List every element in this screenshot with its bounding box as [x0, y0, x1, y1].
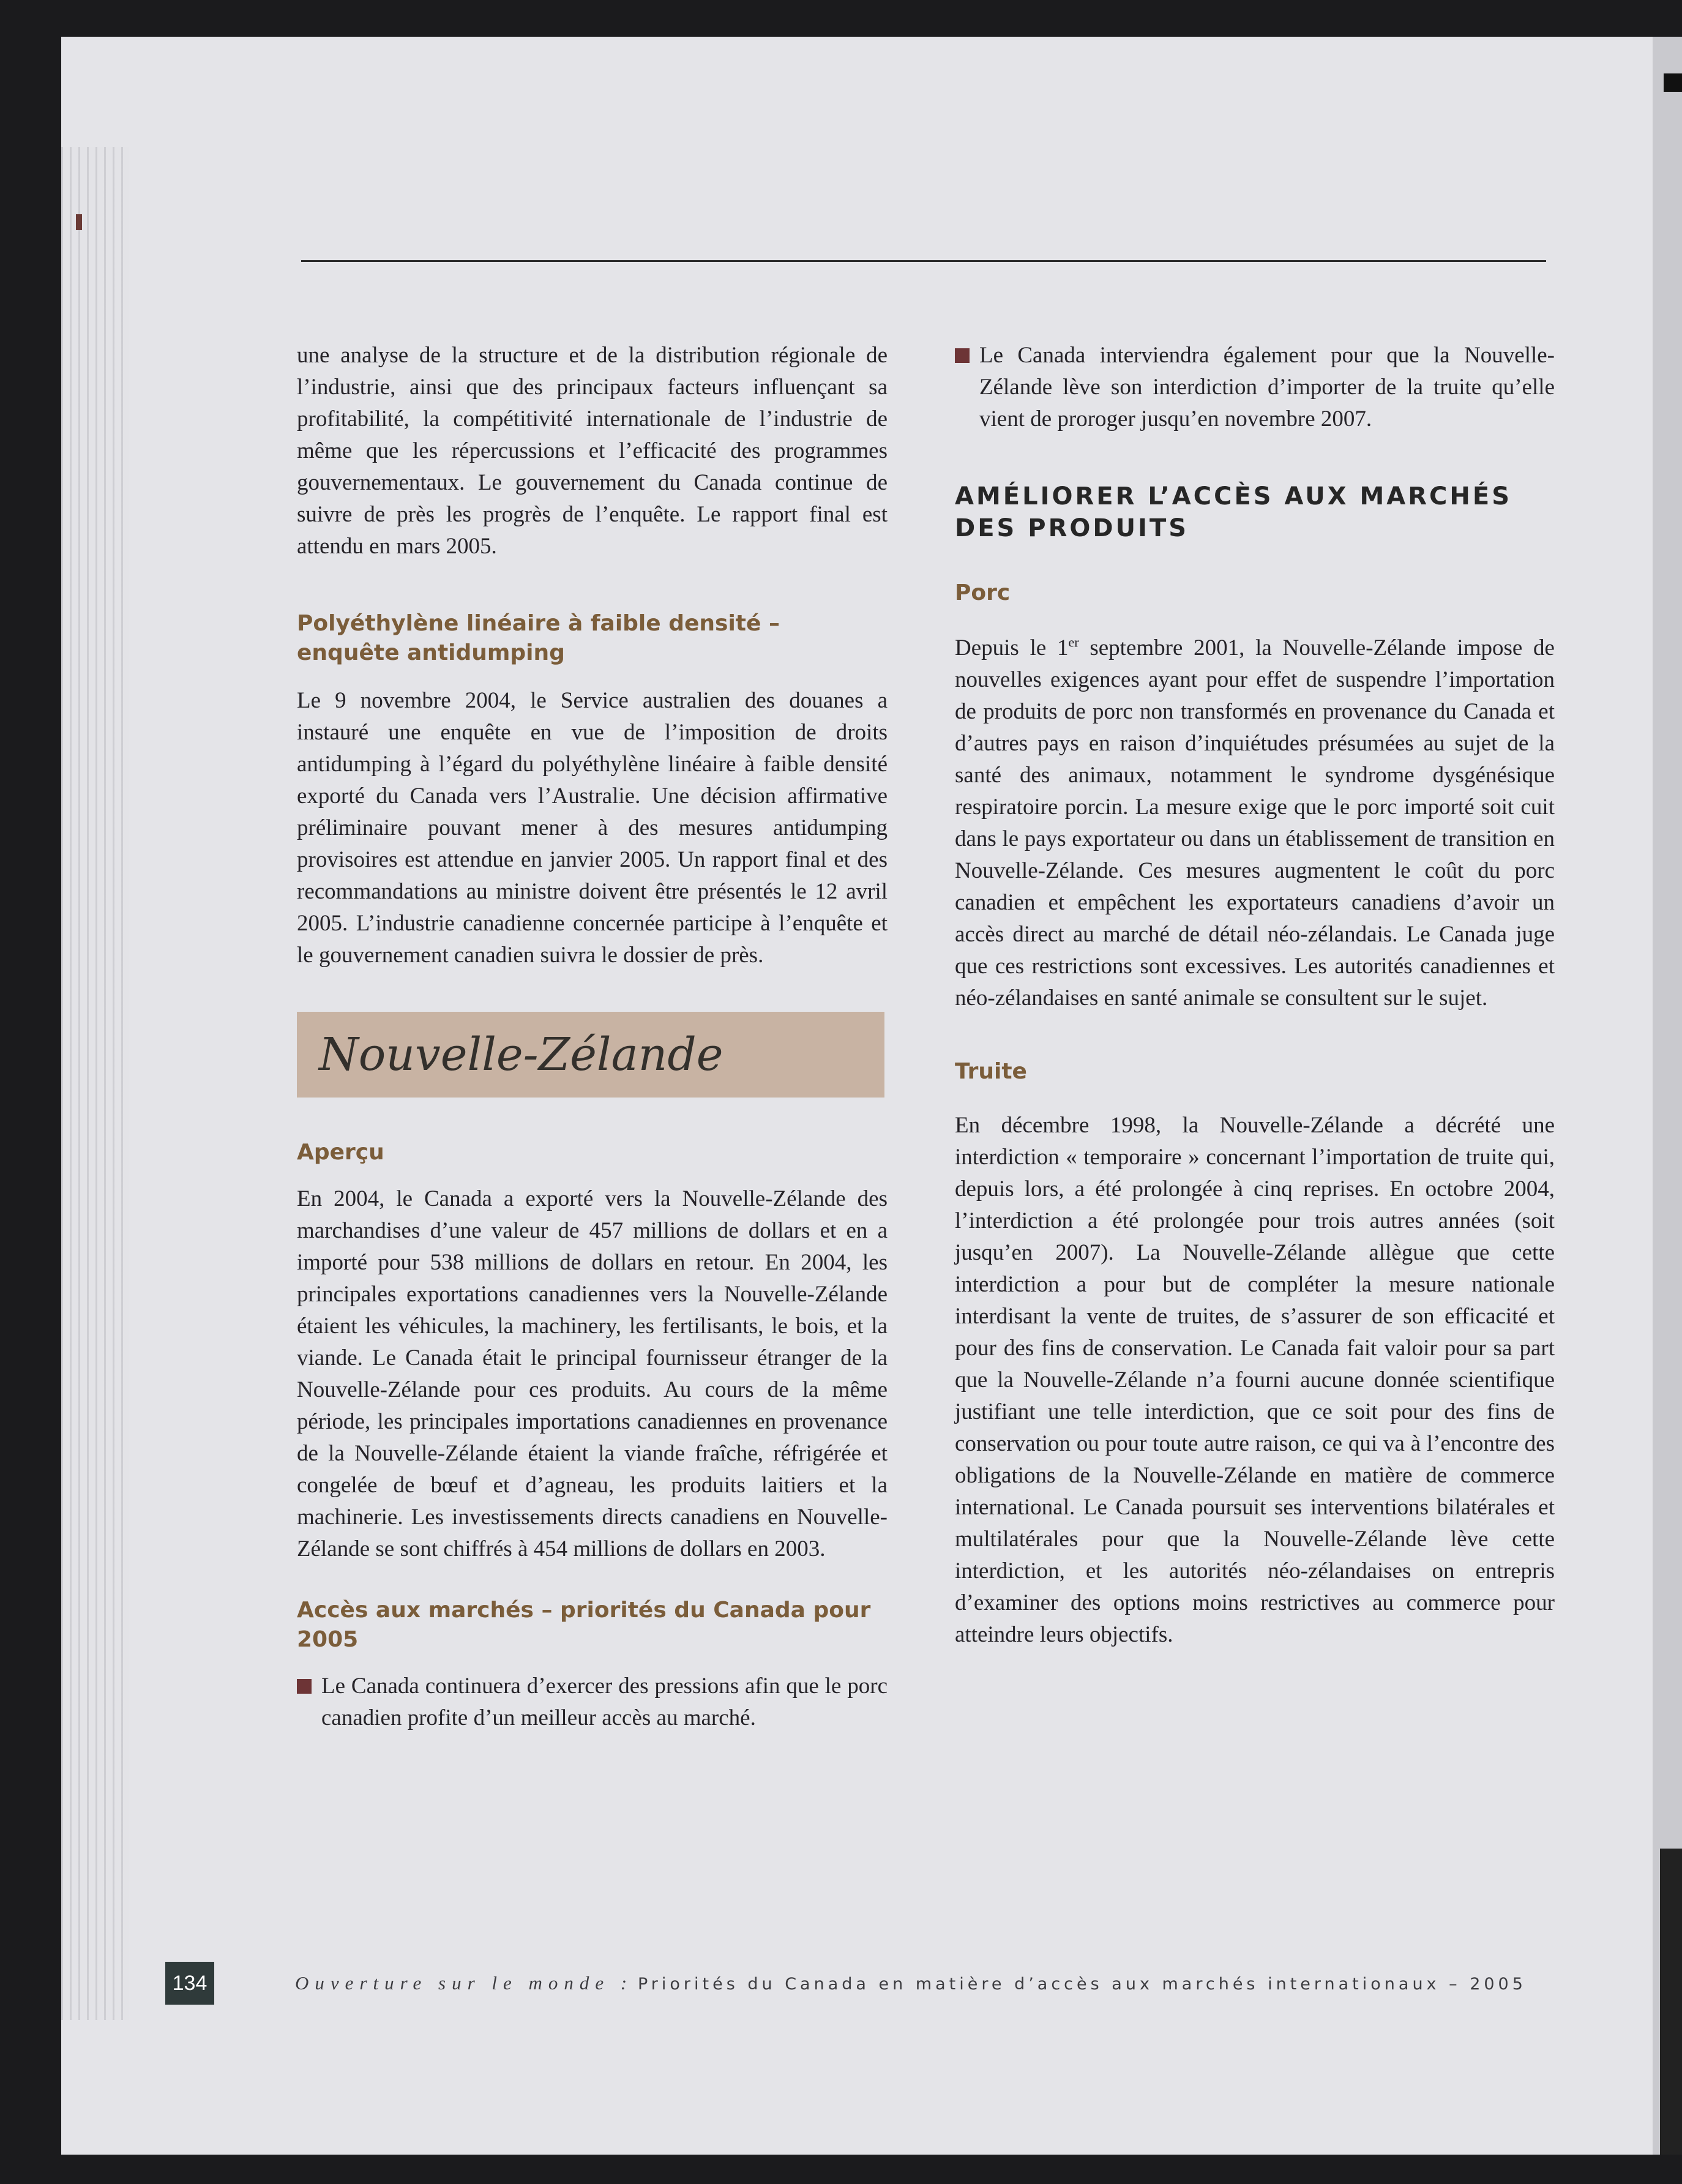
section-banner-title: Nouvelle-Zélande	[319, 1028, 723, 1081]
header-rule	[301, 260, 1546, 262]
porc-superscript: er	[1068, 634, 1079, 650]
page-number: 134	[165, 1962, 214, 2005]
truite-heading: Truite	[955, 1059, 1027, 1084]
apercu-paragraph: En 2004, le Canada a exporté vers la Nouvelle-Zélande des marchandises d’une valeur de 457 millions de dollars et en a importé pour 538 millions de dollars en retour. En 2004, les principales exportations canadiennes vers la Nouvelle-Zélande étaient les véhicules, la machinery, les fertilisants, le bois, et la viande. Le Canada était le principal fournisseur étranger de la Nouvelle-Zélande pour ces produits. Au cours de la même période, les principales importations canadiennes en provenance de la Nouvelle-Zélande étaient la viande fraîche, réfrigérée et congelée de bœuf et d’agneau, les produits laitiers et la machinerie. Les investissements directs canadiens en Nouvelle-Zélande se sont chiffrés à 454 millions de dollars en 2003.	[297, 1186, 888, 1561]
right-column	[955, 340, 1555, 1651]
major-heading-line2: DES PRODUITS	[955, 514, 1189, 542]
truite-paragraph: En décembre 1998, la Nouvelle-Zélande a décrété une interdiction « temporaire » concernant l’importation de truite qui, depuis lors, a été prolongée à cinq reprises. En octobre 2004, l’interdiction a été prolongée pour trois autres années (soit jusqu’en 2007). La Nouvelle-Zélande allègue que cette interdiction a pour but de compléter la mesure nationale interdisant la vente de truites, de s’assurer de son efficacité et pour des fins de conservation. Le Canada fait valoir pour sa part que la Nouvelle-Zélande n’a fourni aucune donnée scientifique justifiant une telle interdiction, que ce soit pour des fins de conservation ou pour toute autre raison, ce qui va à l’encontre des obligations de la Nouvelle-Zélande en matière de commerce international. Le Canada poursuit ses interventions bilatérales et multilatérales pour que la Nouvelle-Zélande lève cette interdiction, et les autorités néo-zélandaises on entrepris d’examiner des options moins restrictives au commerce pour atteindre leurs objectifs.	[955, 1113, 1555, 1647]
polyethylene-paragraph: Le 9 novembre 2004, le Service australien des douanes a instauré une enquête en vue de l’imposition de droits antidumping à l’égard du polyéthylène linéaire à faible densité exporté du Canada vers l’Australie. Une décision affirmative préliminaire pouvant mener à des mesures antidumping provisoires est attendue en janvier 2005. Un rapport final et des recommandations au ministre doivent être présentés le 12 avril 2005. L’industrie canadienne concernée participe à l’enquête et le gouvernement canadien suivra le dossier de près.	[297, 688, 888, 968]
bullet-square-icon	[955, 348, 970, 363]
porc-paragraph	[955, 632, 1555, 1014]
bullet-square-icon	[297, 1679, 312, 1694]
facing-page-edge	[1653, 37, 1682, 2155]
section-banner	[297, 1012, 884, 1098]
bullet-text: Le Canada continuera d’exercer des pressions afin que le porc canadien profite d’un meilleur accès au marché.	[321, 1674, 888, 1730]
intro-paragraph: une analyse de la structure et de la distribution régionale de l’industrie, ainsi que des principaux facteurs influençant sa profitabilité, la compétitivité internationale de l’industrie de même que les répercussions et l’efficacité des programmes gouvernementaux. Le gouvernement du Canada continue de suivre de près les progrès de l’enquête. Le rapport final est attendu en mars 2005.	[297, 343, 888, 559]
running-footer	[295, 1966, 1580, 2002]
left-column	[297, 340, 888, 1734]
page-edges	[61, 147, 129, 2020]
bullet-text: Le Canada interviendra également pour que la Nouvelle-Zélande lève son interdiction d’importer de la truite qu’elle vient de proroger jusqu’en novembre 2007.	[979, 343, 1555, 432]
bullet-item	[955, 340, 1555, 435]
porc-lead: Depuis le 1	[955, 635, 1069, 660]
major-heading-line1: AMÉLIORER L’ACCÈS AUX MARCHÉS	[955, 482, 1512, 510]
apercu-heading: Aperçu	[297, 1140, 384, 1165]
porc-body: septembre 2001, la Nouvelle-Zélande impose de nouvelles exigences ayant pour effet de suspendre l’importation de produits de porc non transformés en provenance du Canada et d’autres pays en raison d’inquiétudes présumées au sujet de la santé des animaux, notamment le syndrome dysgénésique respiratoire porcin. La mesure exige que le porc importé soit cuit dans le pays exportateur ou dans un établissement de transition en Nouvelle-Zélande. Ces mesures augmentent le coût du porc canadien et empêchent les exportateurs canadiens d’avoir un accès direct au marché de détail néo-zélandais. Le Canada juge que ces restrictions sont excessives. Les autorités canadiennes et néo-zélandaises en santé animale se consultent sur le sujet.	[955, 635, 1555, 1011]
major-heading	[955, 481, 1555, 544]
porc-heading: Porc	[955, 580, 1011, 605]
side-tab-mark	[76, 214, 82, 230]
bullet-item	[297, 1670, 888, 1734]
footer-title-rest: Priorités du Canada en matière d’accès aux marchés internationaux – 2005	[637, 1975, 1527, 1994]
footer-title-italic: Ouverture sur le monde :	[295, 1972, 634, 1994]
acces-heading: Accès aux marchés – priorités du Canada pour 2005	[297, 1598, 871, 1652]
polyethylene-heading: Polyéthylène linéaire à faible densité – enquête antidumping	[297, 611, 780, 665]
